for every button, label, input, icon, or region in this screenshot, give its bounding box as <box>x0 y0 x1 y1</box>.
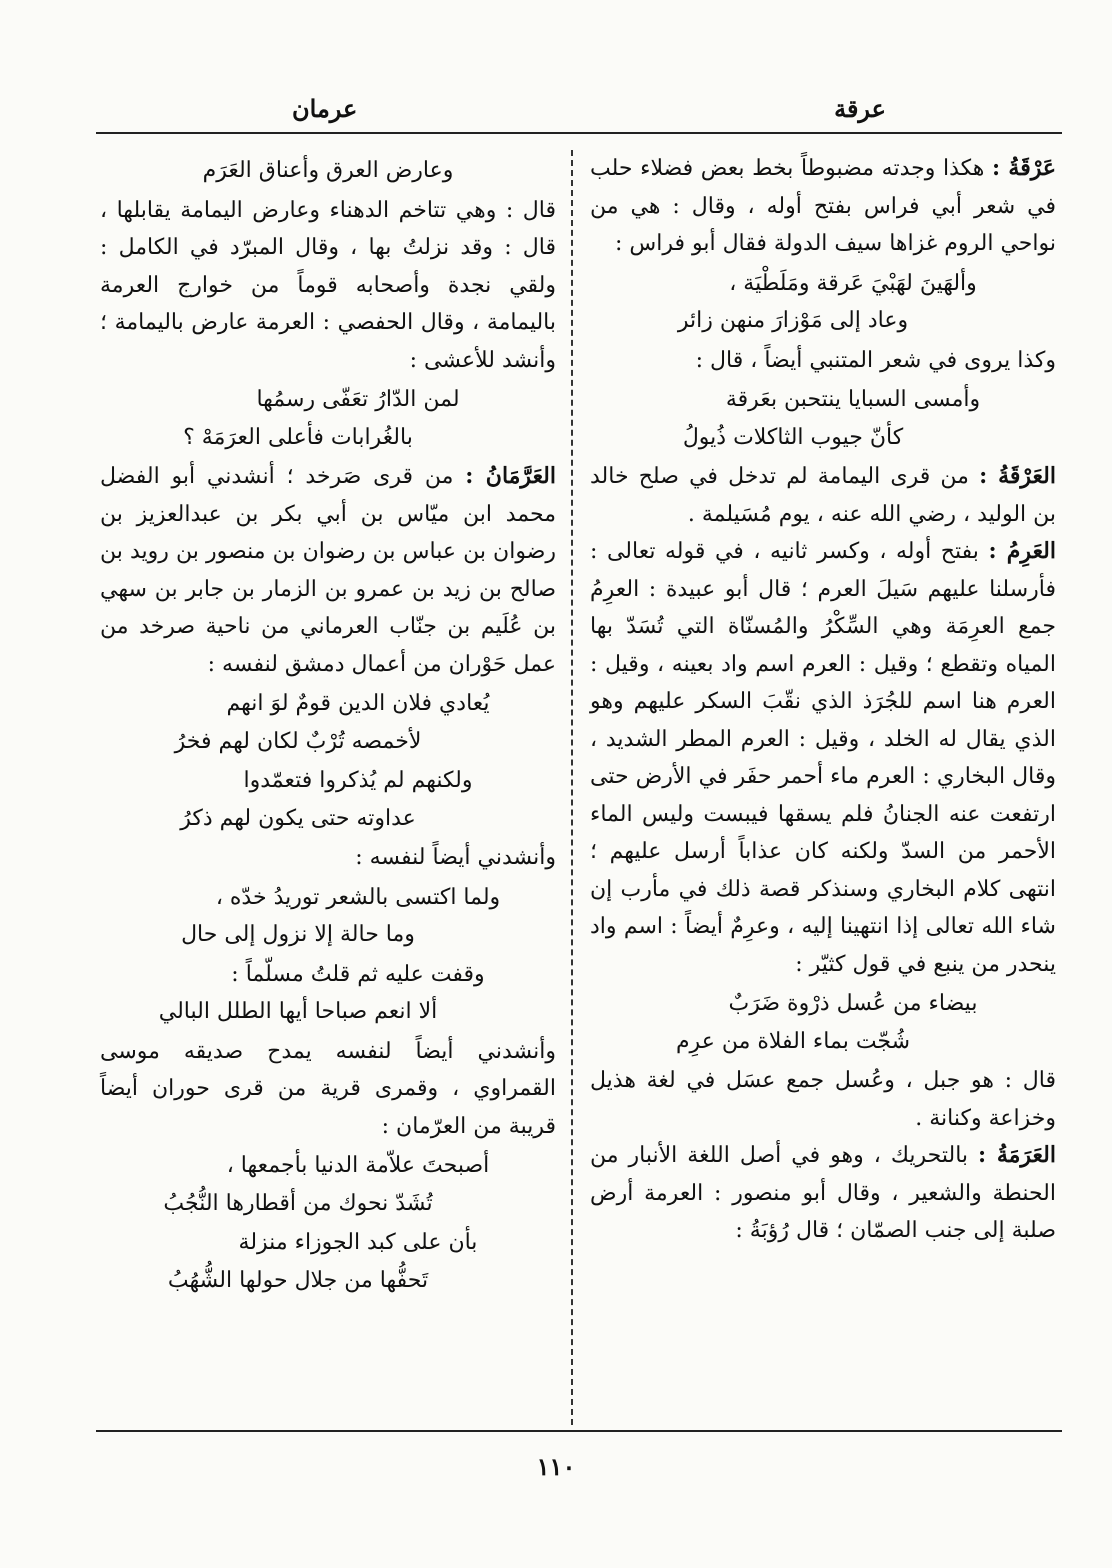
running-head-right: عرقة <box>834 94 886 123</box>
page-header <box>96 88 1062 134</box>
verse <box>100 1147 556 1222</box>
entry-arqa <box>590 150 1056 263</box>
verse-line: تُشَدّ نحوك من أقطارها النُّجُبُ <box>163 1190 433 1216</box>
verse <box>100 956 556 1031</box>
verse-line: بأن على كبد الجوزاء منزلة <box>238 1230 478 1255</box>
verse <box>590 265 1056 340</box>
entry-text: هكذا وجدته مضبوطاً بخط بعض فضلاء حلب في شعر أبي فراس بفتح أوله ، وقال : هي من نواحي الروم غزاها سيف الدولة فقال أبو فراس : <box>590 156 1056 256</box>
verse-line: ولكنهم لم يُذكروا فتعمّدوا <box>243 768 473 793</box>
verse <box>100 879 556 954</box>
entry-text: وأنشدني أيضاً لنفسه : <box>355 845 556 870</box>
lemma: عَرْقَةُ : <box>992 155 1056 181</box>
left-column <box>100 150 556 1301</box>
verse-line: لمن الدّارُ تعَفّى رسمُها <box>256 387 460 412</box>
verse-line: وأمسى السبايا ينتحبن بعَرقة <box>725 387 981 412</box>
entry-text: قال : هو جبل ، وعُسل جمع عسَل في لغة هذيل وخزاعة وكنانة . <box>590 1068 1056 1131</box>
entry-text: وكذا يروى في شعر المتنبي أيضاً ، قال : <box>695 347 1056 373</box>
verse-line: أصبحتَ علاّمة الدنيا بأجمعها ، <box>226 1153 490 1178</box>
verse-line: يُعادي فلان الدين قومٌ لوَ انهم <box>226 691 490 716</box>
entry-text: بفتح أوله ، وكسر ثانيه ، في قوله تعالى : فأرسلنا عليهم سَيلَ العرم ؛ قال أبو عبيدة : العرِمُ جمع العرِمَة وهي السِّكْرُ والمُسنّاة التي تُسَدّ بها المياه وتقطع ؛ وقيل : العرم اسم واد بعينه ، وقيل : العرم هنا اسم للجُرَذ الذي نقّبَ السكر عليهم وهو الذي يقال له الخلد ، وقيل : العرم المطر الشديد ، وقال البخاري : العرم ماء أحمر حفَر في الأرض حتى ارتفعت عنه الجنانُ فلم يسقها فيبست وليس الماء الأحمر من السدّ ولكنه كان عذاباً أرسل عليهم ؛ انتهى كلام البخاري وسنذكر قصة ذلك في مأرب إن شاء الله تعالى إذا انتهينا إليه ، وعرِمٌ أيضاً : اسم واد ينحدر من ينبع في قول كثيّر : <box>590 539 1056 977</box>
verse <box>590 985 1056 1060</box>
entry-al-arim <box>590 533 1056 983</box>
verse <box>100 1224 556 1299</box>
verse-line: لأخمصه تُرْبٌ لكان لهم فخرُ <box>174 728 422 754</box>
verse-line: كأنّ جيوب الثاكلات ذُيولُ <box>682 424 904 450</box>
verse <box>100 685 556 760</box>
verse-line: تَحفُّها من جلال حولها الشُّهُبُ <box>167 1267 429 1293</box>
verse <box>100 152 556 190</box>
verse-line: شُجّت بماء الفلاة من عرِم <box>675 1028 911 1054</box>
verse-line: وما حالة إلا نزول إلى حال <box>181 922 415 947</box>
verse <box>590 381 1056 456</box>
verse-line: ألا انعم صباحا أيها الطلل البالي <box>158 999 438 1024</box>
entry-text: قال : وهي تتاخم الدهناء وعارض اليمامة يقابلها ، قال : وقد نزلتُ بها ، وقال المبرّد في الكامل : ولقي نجدة وأصحابه قوماً من خوارج العرمة باليمامة ، وقال الحفصي : العرمة عارض باليمامة ؛ وأنشد للأعشى : <box>100 197 556 373</box>
lemma: العَرَمَةُ : <box>978 1142 1056 1168</box>
verse-line: وألهَينَ لهَبْيَ عَرقة ومَلَطْيَة ، <box>729 270 977 296</box>
column-divider <box>571 150 573 1425</box>
entry-al-arraman <box>100 458 556 683</box>
footer-rule <box>96 1430 1062 1432</box>
lemma: العَرِمُ : <box>988 538 1056 564</box>
right-column <box>590 150 1056 1250</box>
verse-line: وعارض العرق وأعناق العَرَم <box>202 158 454 183</box>
entry-text: من قرى اليمامة لم تدخل في صلح خالد بن الوليد ، رضي الله عنه ، يوم مُسَيلمة . <box>590 464 1056 527</box>
page-number: ١١٠ <box>536 1452 576 1481</box>
verse-line: عداوته حتى يكون لهم ذكرُ <box>180 805 416 831</box>
entry-text: وأنشدني أيضاً لنفسه يمدح صديقه موسى القمراوي ، وقمرى قرية من قرى حوران أيضاً قريبة من العرّمان : <box>100 1038 556 1139</box>
entry-al-arama <box>590 1137 1056 1250</box>
running-head-left: عرمان <box>292 94 358 123</box>
lemma: العَرْقَةُ : <box>979 463 1056 489</box>
entry-al-arqa <box>590 458 1056 533</box>
entry-text: من قرى صَرخد ؛ أنشدني أبو الفضل محمد ابن ميّاس بن أبي بكر بن عبدالعزيز بن رضوان بن عباس بن رضوان بن منصور بن رويد بن صالح بن زيد بن عمرو بن الزمار بن جابر بن سهي بن عُلَيم بن جنّاب العرماني من ناحية صرخد من عمل حَوْران من أعمال دمشق لنفسه : <box>100 464 556 677</box>
lemma: العَرَّمَانُ : <box>465 463 556 489</box>
verse <box>100 381 556 456</box>
verse-line: بيضاء من عُسل ذرْوة ضَرَبٌ <box>728 991 978 1016</box>
entry-text: بالتحريك ، وهو في أصل اللغة الأنبار من الحنطة والشعير ، وقال أبو منصور : العرمة أرض صلبة إلى جنب الصمّان ؛ قال رُؤبَةُ : <box>590 1143 1056 1243</box>
verse <box>100 762 556 837</box>
verse-line: وقفت عليه ثم قلتُ مسلّماً : <box>231 961 485 987</box>
verse-line: ولما اكتسى بالشعر توريدُ خدّه ، <box>215 884 501 910</box>
verse-line: بالغُرابات فأعلى العرَمَهْ ؟ <box>183 424 413 450</box>
verse-line: وعاد إلى مَوْزارَ منهن زائر <box>677 308 909 333</box>
